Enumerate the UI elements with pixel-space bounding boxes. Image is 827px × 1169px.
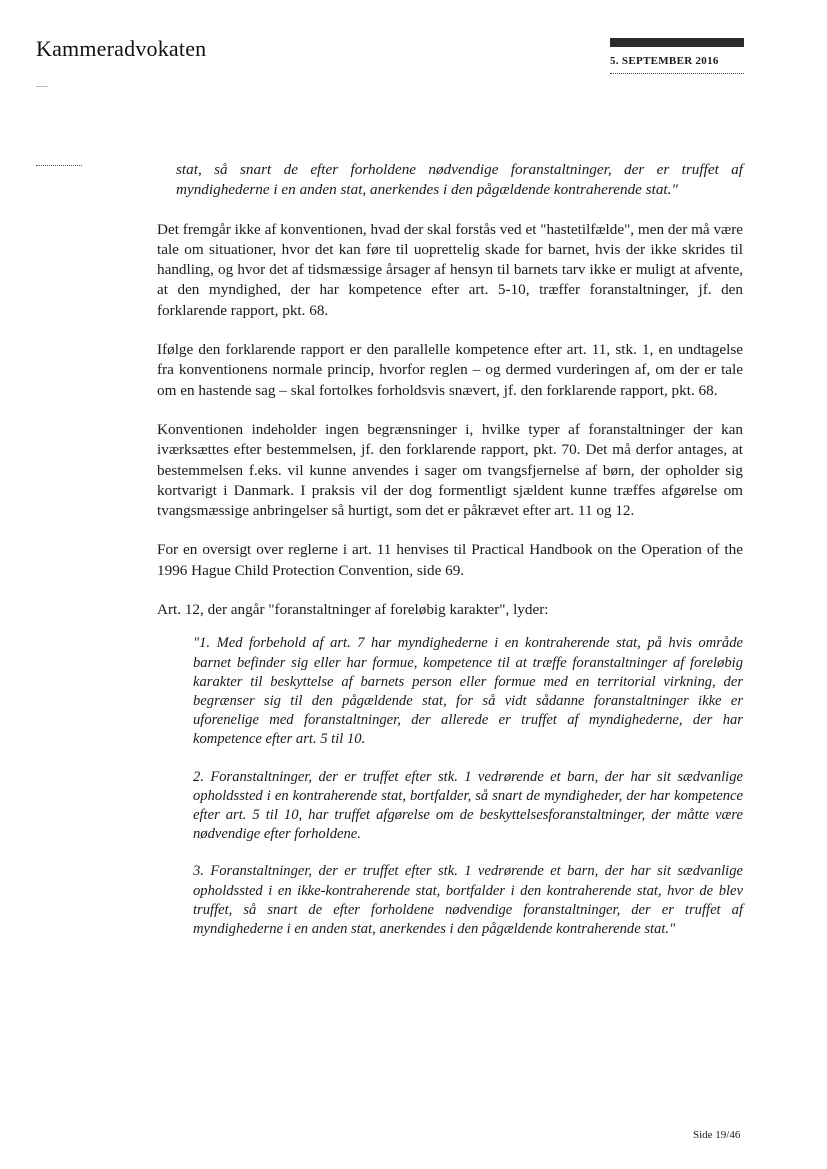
paragraph-handbook-reference: For en oversigt over reglerne i art. 11 henvises til Practical Handbook on the Operation of the 1996 Hague Child Protection Convention, side 69. [157, 541, 743, 579]
paragraph-parallel-competence: Ifølge den forklarende rapport er den parallelle kompetence efter art. 11, stk. 1, en undtagelse fra konventionens normale princip, hvorfor reglen – og dermed vurderingen af, om der er tale om en hastende sag – skal fortolkes forholdsvis snævert, jf. den forklarende rapport, pkt. 68. [157, 341, 743, 399]
brand-underline-mark [36, 86, 48, 87]
header-rule-bar [610, 38, 744, 47]
page-number: Side 19/46 [693, 1129, 741, 1141]
document-body [157, 160, 743, 957]
art12-item-2: 2. Foranstaltninger, der er truffet efter stk. 1 vedrørende et barn, der har sit sædvanlige opholdssted i en kontraherende stat, bortfalder, så snart de myndigheder, der har kompetence efter art. 5 til 10, har truffet afgørelse om de beskyttelsesforanstaltninger, der måtte være nødvendige efter forholdene. [193, 768, 743, 843]
paragraph-art12-intro: Art. 12, der angår "foranstaltninger af foreløbig karakter", lyder: [157, 601, 549, 619]
paragraph-measure-types: Konventionen indeholder ingen begrænsninger i, hvilke typer af foranstaltninger der kan iværksættes efter bestemmelsen, jf. den forklarende rapport, pkt. 70. Det må derfor antages, at bestemmelsen f.eks. vil kunne anvendes i sager om tvangsfjernelse af børn, der opholder sig kortvarigt i Danmark. I praksis vil der dog formentligt sjældent kunne træffes afgørelse om tvangsmæssige anbringelser så hurtigt, som det er påkrævet efter art. 11 og 12. [157, 420, 743, 520]
paragraph-hastetilfaelde: Det fremgår ikke af konventionen, hvad der skal forstås ved et "hastetilfælde", men der må være tale om situationer, hvor det kan føre til uoprettelig skade for barnet, hvis der ikke skrides til handling, og hvor det af tidsmæssige årsager af hensyn til barnets tarv ikke er muligt at afvente, at den myndighed, der har kompetence efter art. 5-10, træffer foranstaltninger, jf. den forklarende rapport, pkt. 68. [157, 220, 743, 319]
art12-item-1: "1. Med forbehold af art. 7 har myndighederne i en kontraherende stat, på hvis område barnet befinder sig eller har formue, kompetence til at træffe foranstaltninger af foreløbig karakter til beskyttelse af barnets person eller formue med en territorial virkning, der begrænser sig til den pågældende stat, for så vidt sådanne foranstaltninger ikke er uforenelige med foranstaltninger, der allerede er truffet af myndighederne, der har kompetence efter art. 5 til 10. [193, 635, 743, 748]
header-dotted-rule [610, 73, 744, 74]
quote-continuation: stat, så snart de efter forholdene nødvendige foranstaltninger, der er truffet af myndighederne i en anden stat, anerkendes i den pågældende kontraherende stat." [176, 161, 743, 199]
art12-item-3: 3. Foranstaltninger, der er truffet efter stk. 1 vedrørende et barn, der har sit sædvanlige opholdssted i en ikke-kontraherende stat, bortfalder i den kontraherende stat, hvor de blev truffet, så snart de efter forholdene nødvendige foranstaltninger, der er truffet af myndighederne i en anden stat, anerkendes i den pågældende kontraherende stat." [193, 863, 743, 937]
header-date: 5. SEPTEMBER 2016 [610, 55, 719, 67]
margin-dotted-rule [36, 165, 82, 166]
brand-title: Kammeradvokaten [36, 36, 207, 61]
art12-quote [157, 634, 743, 939]
